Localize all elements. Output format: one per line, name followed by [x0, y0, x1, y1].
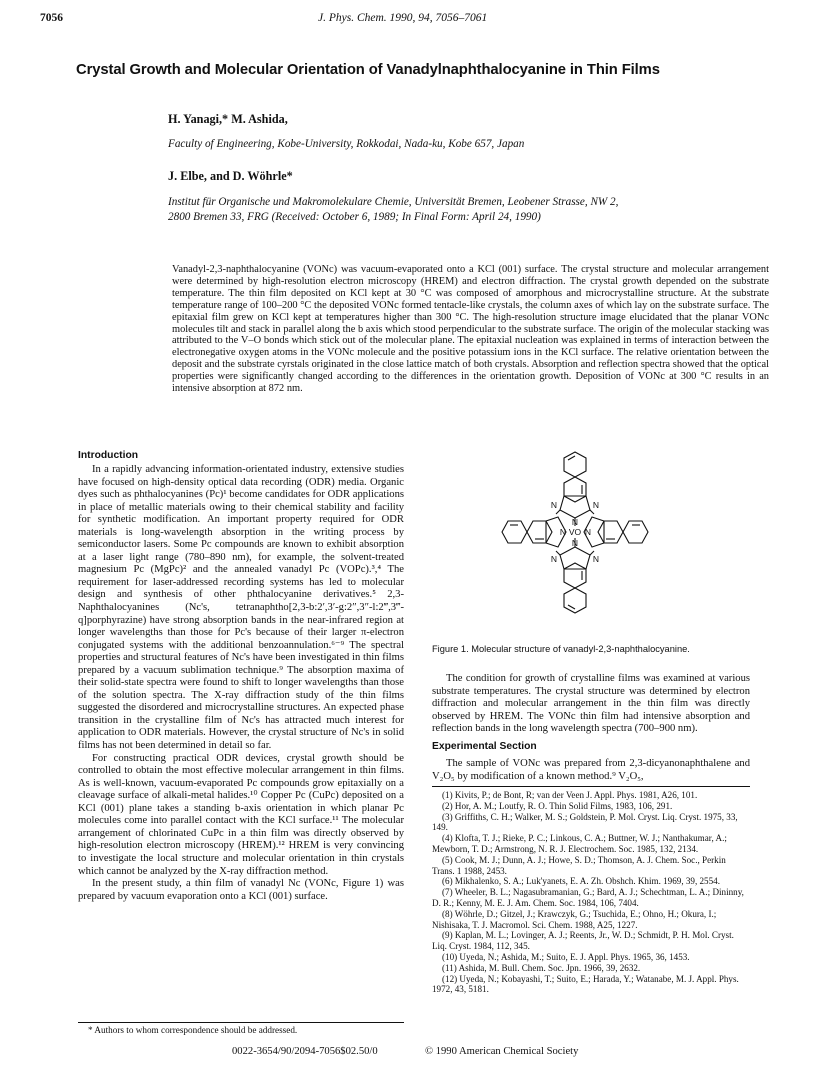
experimental-body [432, 758, 750, 783]
intro-paragraph-1: In a rapidly advancing information-orientated industry, extensive studies have focused on high-density optical data recording (ODR) media. Organic dyes such as phthalocyanines (Pc)¹ become candidates for ODR applications in place of metallic materials owing to their chemical stability and facility for synthetic modification. An important property required for ODR materials is long-wavelength absorption in the writing process by semiconductor lasers. Some Pc compounds are known to exhibit absorption at a laser light range (780–890 nm), for example, the solvent-treated magnesium Pc (MgPc)² and the annealed vanadyl Pc (VOPc).³,⁴ The requirement for laser-addressed recording systems has led to molecular design and synthesis of other phthalocyanine derivatives.⁵ 2,3-Naphthalocyanines (Nc's, tetranaphtho[2,3-b:2′,3′-g:2″,3″-l:2‴,3‴-q]porphyrazine) have strong absorption bands in the near-infrared region at longer wavelengths than those for Pc's because of their larger π-electron conjugated systems with the additional benzoannulation.⁶⁻⁹ The spectral properties and structural features of Nc's have been investigated in thin films prepared by a vacuum sublimation technique.⁹ The absorption maxima of their solid-state spectra were found to shift to longer wavelengths than those of the solution spectra. The X-ray diffraction study of the thin films suggested the disordered and microcrystalline structures. An expected phase transition in the crystalline film of Nc's has attracted much interest for application to ODR materials. However, the crystal structure of Nc's in solid films has not been determined in detail so far. [78, 464, 404, 752]
reference-item: (8) Wöhrle, D.; Gitzel, J.; Krawczyk, G.; Tsuchida, E.; Ohno, H.; Okura, I.; Nishisaka, T. J. Macromol. Sci. Chem. 1988, A25, 1227. [432, 908, 717, 930]
footer-issn-code: 0022-3654/90/2094-7056$02.50/0 [232, 1046, 378, 1057]
reference-item: (7) Wheeler, B. L.; Nagasubramanian, G.; Bard, A. J.; Schechtman, L. A.; Dininny, D. R.; Kenny, M. E. J. Am. Chem. Soc. 1984, 106, 7404. [432, 887, 744, 908]
right-column-intro-continued [432, 673, 750, 736]
section-heading-introduction: Introduction [78, 450, 139, 461]
atom-label-n-br: N [592, 554, 600, 564]
reference-item: (9) Kaplan, M. L.; Lovinger, A. J.; Reents, Jr., W. D.; Schmidt, P. H. Mol. Cryst. Liq. Cryst. 1984, 112, 345. [432, 930, 734, 952]
reference-item: (6) Mikhalenko, S. A.; Luk'yanets, E. A. Zh. Obshch. Khim. 1969, 39, 2554. [442, 876, 720, 887]
abstract: Vanadyl-2,3-naphthalocyanine (VONc) was vacuum-evaporated onto a KCl (001) surface. The crystal structure and molecular arrangement were determined by high-resolution electron microscopy (HREM) and electron diffraction. The crystal growth depended on the substrate temperature. The thin film deposited on KCl kept at 30 °C was composed of amorphous and microcrystalline structure. At the substrate temperature range of 100–200 °C the deposited VONc formed tentacle-like crystals, the column axes of which lay on the substrate surface. The epitaxial film grew on KCl kept at temperatures higher than 300 °C. The high-resolution structure image elucidated that the planar VONc molecules tilt and stack in parallel along the b axis which stood perpendicular to the substrate surface. The origin of the molecular stacking was attributed to the V–O bonds which stick out of the molecular plane. The epitaxial nucleation was explained in terms of interaction between the electronegative oxygen atoms in the VONc molecule and the positive potassium ions in the KCl surface. The relative orientation between the deposit and the substrate cyrstals originated in the close lattice match of both crystals. Absorption and reflection spectra showed that the optical properties were significantly changed according to the differences in the orientation growth. Deposition of VONc at 300 °C results in an intensive absorption at 872 nm. [172, 264, 769, 395]
reference-item: (2) Hor, A. M.; Loutfy, R. O. Thin Solid Films, 1983, 106, 291. [442, 800, 673, 811]
atom-label-n-left: N [559, 527, 567, 537]
footer-copyright: © 1990 American Chemical Society [425, 1046, 579, 1057]
section-heading-experimental: Experimental Section [432, 741, 537, 752]
footnote-rule [78, 1022, 404, 1023]
affiliation-2-line1: Institut für Organische und Makromolekulare Chemie, Universität Bremen, Leobener Strasse, NW 2, [168, 196, 619, 208]
right-paragraph: The condition for growth of crystalline films was examined at various substrate temperatures. The crystal structure was determined by electron diffraction and molecular arrangement in the thin film was directly observed by HREM. The VONc thin film had intensive absorption and reflection bands in the long wavelength spectra (700–900 nm). [432, 673, 750, 735]
affiliation-2-line2: 2800 Bremen 33, FRG (Received: October 6, 1989; In Final Form: April 24, 1990) [168, 211, 541, 223]
atom-label-n-bl: N [550, 554, 558, 564]
references-rule [432, 786, 750, 787]
reference-item: (5) Cook, M. J.; Dunn, A. J.; Howe, S. D.; Thomson, A. J. Chem. Soc., Perkin Trans. 1 1988, 2453. [432, 854, 726, 876]
authors-group-1: H. Yanagi,* M. Ashida, [168, 112, 288, 126]
reference-item: (10) Uyeda, N.; Ashida, M.; Suito, E. J. Appl. Phys. 1965, 36, 1453. [442, 951, 690, 962]
naphthalocyanine-structure-diagram [500, 450, 650, 615]
intro-paragraph-2: For constructing practical ODR devices, crystal growth should be controlled to obtain the most effective molecular arrangement in thin films. As is well-known, vacuum-evaporated Pc compounds grow epitaxially on a cleavage surface of alkali-metal halides.¹⁰ Copper Pc (CuPc) deposited on a KCl (001) plane takes a standing b-axis orientation in which planar Pc molecules come into parallel contact with the KCl surface.¹¹ The molecular arrangement of chlorinated CuPc in a thin film was directly observed by high-resolution electron microscopy (HREM).¹² HREM is very convincing to investigate the local structure and molecular orientation in thin crystals which cannot be analyzed by the X-ray diffraction method. [78, 752, 404, 877]
authors-group-2: J. Elbe, and D. Wöhrle* [168, 169, 293, 183]
article-title: Crystal Growth and Molecular Orientation of Vanadylnaphthalocyanine in Thin Films [76, 62, 660, 78]
figure-molecular-structure [500, 450, 650, 615]
atom-label-n-tr: N [592, 500, 600, 510]
figure-caption: Figure 1. Molecular structure of vanadyl-2,3-naphthalocyanine. [432, 644, 690, 654]
atom-label-n-right: N [584, 527, 592, 537]
atom-label-n-tl: N [550, 500, 558, 510]
intro-paragraph-3: In the present study, a thin film of vanadyl Nc (VONc, Figure 1) was prepared by vacuum evaporation onto a KCl (001) surface. [78, 878, 404, 902]
journal-citation: J. Phys. Chem. 1990, 94, 7056–7061 [318, 12, 488, 24]
references-list [432, 790, 750, 995]
reference-item: (3) Griffiths, C. H.; Walker, M. S.; Goldstein, P. Mol. Cryst. Liq. Cryst. 1975, 33, 149. [432, 811, 738, 833]
experimental-paragraph: The sample of VONc was prepared from 2,3-dicyanonaphthalene and V₂O₅ by modification of a known method.⁹ V₂O₅, [432, 758, 750, 782]
page-number: 7056 [40, 12, 63, 24]
footnote: * Authors to whom correspondence should be addressed. [88, 1025, 298, 1035]
atom-label-n-bottom: N [571, 538, 579, 548]
reference-item: (12) Uyeda, N.; Kobayashi, T.; Suito, E.; Harada, Y.; Watanabe, M. J. Appl. Phys. 1972, 43, 5181. [432, 973, 739, 995]
reference-item: (1) Kivits, P.; de Bont, R; van der Veen J. Appl. Phys. 1981, A26, 101. [442, 790, 698, 800]
affiliation-1: Faculty of Engineering, Kobe-University, Rokkodai, Nada-ku, Kobe 657, Japan [168, 138, 525, 150]
reference-item: (4) Klofta, T. J.; Rieke, P. C.; Linkous, C. A.; Buttner, W. J.; Nanthakumar, A.; Mewborn, T. D.; Armstrong, N. R. J. Electrochem. Soc. 1985, 132, 2134. [432, 833, 727, 854]
reference-item: (11) Ashida, M. Bull. Chem. Soc. Jpn. 1966, 39, 2632. [442, 962, 641, 973]
left-column-body [78, 464, 404, 903]
atom-label-n-top: N [571, 517, 579, 527]
atom-label-vo: VO [568, 527, 582, 537]
